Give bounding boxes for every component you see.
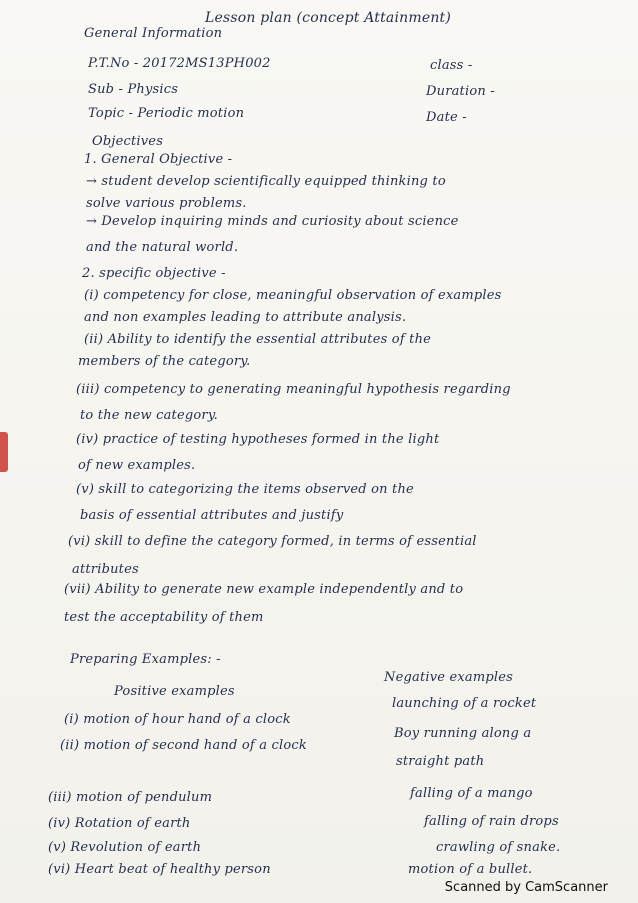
negative-examples-heading: Negative examples (384, 670, 514, 685)
negative-example-item: straight path (396, 754, 485, 769)
specific-objective-line: (vii) Ability to generate new example independently and to (64, 582, 464, 597)
specific-objective-line: to the new category. (80, 408, 218, 423)
specific-objective-line: test the acceptability of them (64, 610, 264, 625)
preparing-examples-heading: Preparing Examples: - (70, 652, 221, 667)
topic-label: Topic - Periodic motion (88, 106, 245, 121)
subject-label: Sub - Physics (88, 82, 179, 97)
positive-example-item: (iv) Rotation of earth (48, 816, 191, 831)
positive-example-item: (i) motion of hour hand of a clock (64, 712, 291, 727)
specific-objective-line: and non examples leading to attribute analysis. (84, 310, 407, 325)
specific-objective-line: (i) competency for close, meaningful observation of examples (84, 288, 502, 303)
duration-label: Duration - (426, 84, 495, 99)
general-objective-line: solve various problems. (86, 196, 247, 211)
specific-objective-line: (iv) practice of testing hypotheses formed in the light (76, 432, 440, 447)
specific-objective-line: members of the category. (78, 354, 251, 369)
specific-objective-line: (vi) skill to define the category formed, in terms of essential (68, 534, 477, 549)
general-objective-line: and the natural world. (86, 240, 239, 255)
lesson-plan-title: Lesson plan (concept Attainment) (205, 10, 452, 26)
specific-objective-line: attributes (72, 562, 139, 577)
specific-objective-line: basis of essential attributes and justify (80, 508, 344, 523)
scanner-watermark: Scanned by CamScanner (444, 880, 608, 895)
positive-example-item: (vi) Heart beat of healthy person (48, 862, 271, 877)
negative-example-item: Boy running along a (394, 726, 532, 741)
general-objective-heading: 1. General Objective - (84, 152, 233, 167)
negative-example-item: falling of rain drops (424, 814, 559, 829)
specific-objective-line: (iii) competency to generating meaningful hypothesis regarding (76, 382, 511, 397)
binding-mark (0, 432, 8, 472)
positive-examples-heading: Positive examples (114, 684, 235, 699)
general-objective-line: → student develop scientifically equipped thinking to (86, 174, 446, 189)
specific-objective-line: (v) skill to categorizing the items observed on the (76, 482, 414, 497)
positive-example-item: (v) Revolution of earth (48, 840, 202, 855)
negative-example-item: falling of a mango (410, 786, 533, 801)
negative-example-item: launching of a rocket (392, 696, 537, 711)
class-label: class - (430, 58, 473, 73)
date-label: Date - (426, 110, 467, 125)
general-objective-line: → Develop inquiring minds and curiosity about science (86, 214, 459, 229)
positive-example-item: (ii) motion of second hand of a clock (60, 738, 307, 753)
specific-objective-line: of new examples. (78, 458, 196, 473)
positive-example-item: (iii) motion of pendulum (48, 790, 213, 805)
objectives-heading: Objectives (92, 134, 164, 149)
specific-objective-line: (ii) Ability to identify the essential attributes of the (84, 332, 432, 347)
ptno-label: P.T.No - 20172MS13PH002 (88, 56, 271, 71)
specific-objective-heading: 2. specific objective - (82, 266, 226, 281)
negative-example-item: motion of a bullet. (408, 862, 533, 877)
negative-example-item: crawling of snake. (436, 840, 561, 855)
general-information-label: General Information (84, 26, 223, 41)
